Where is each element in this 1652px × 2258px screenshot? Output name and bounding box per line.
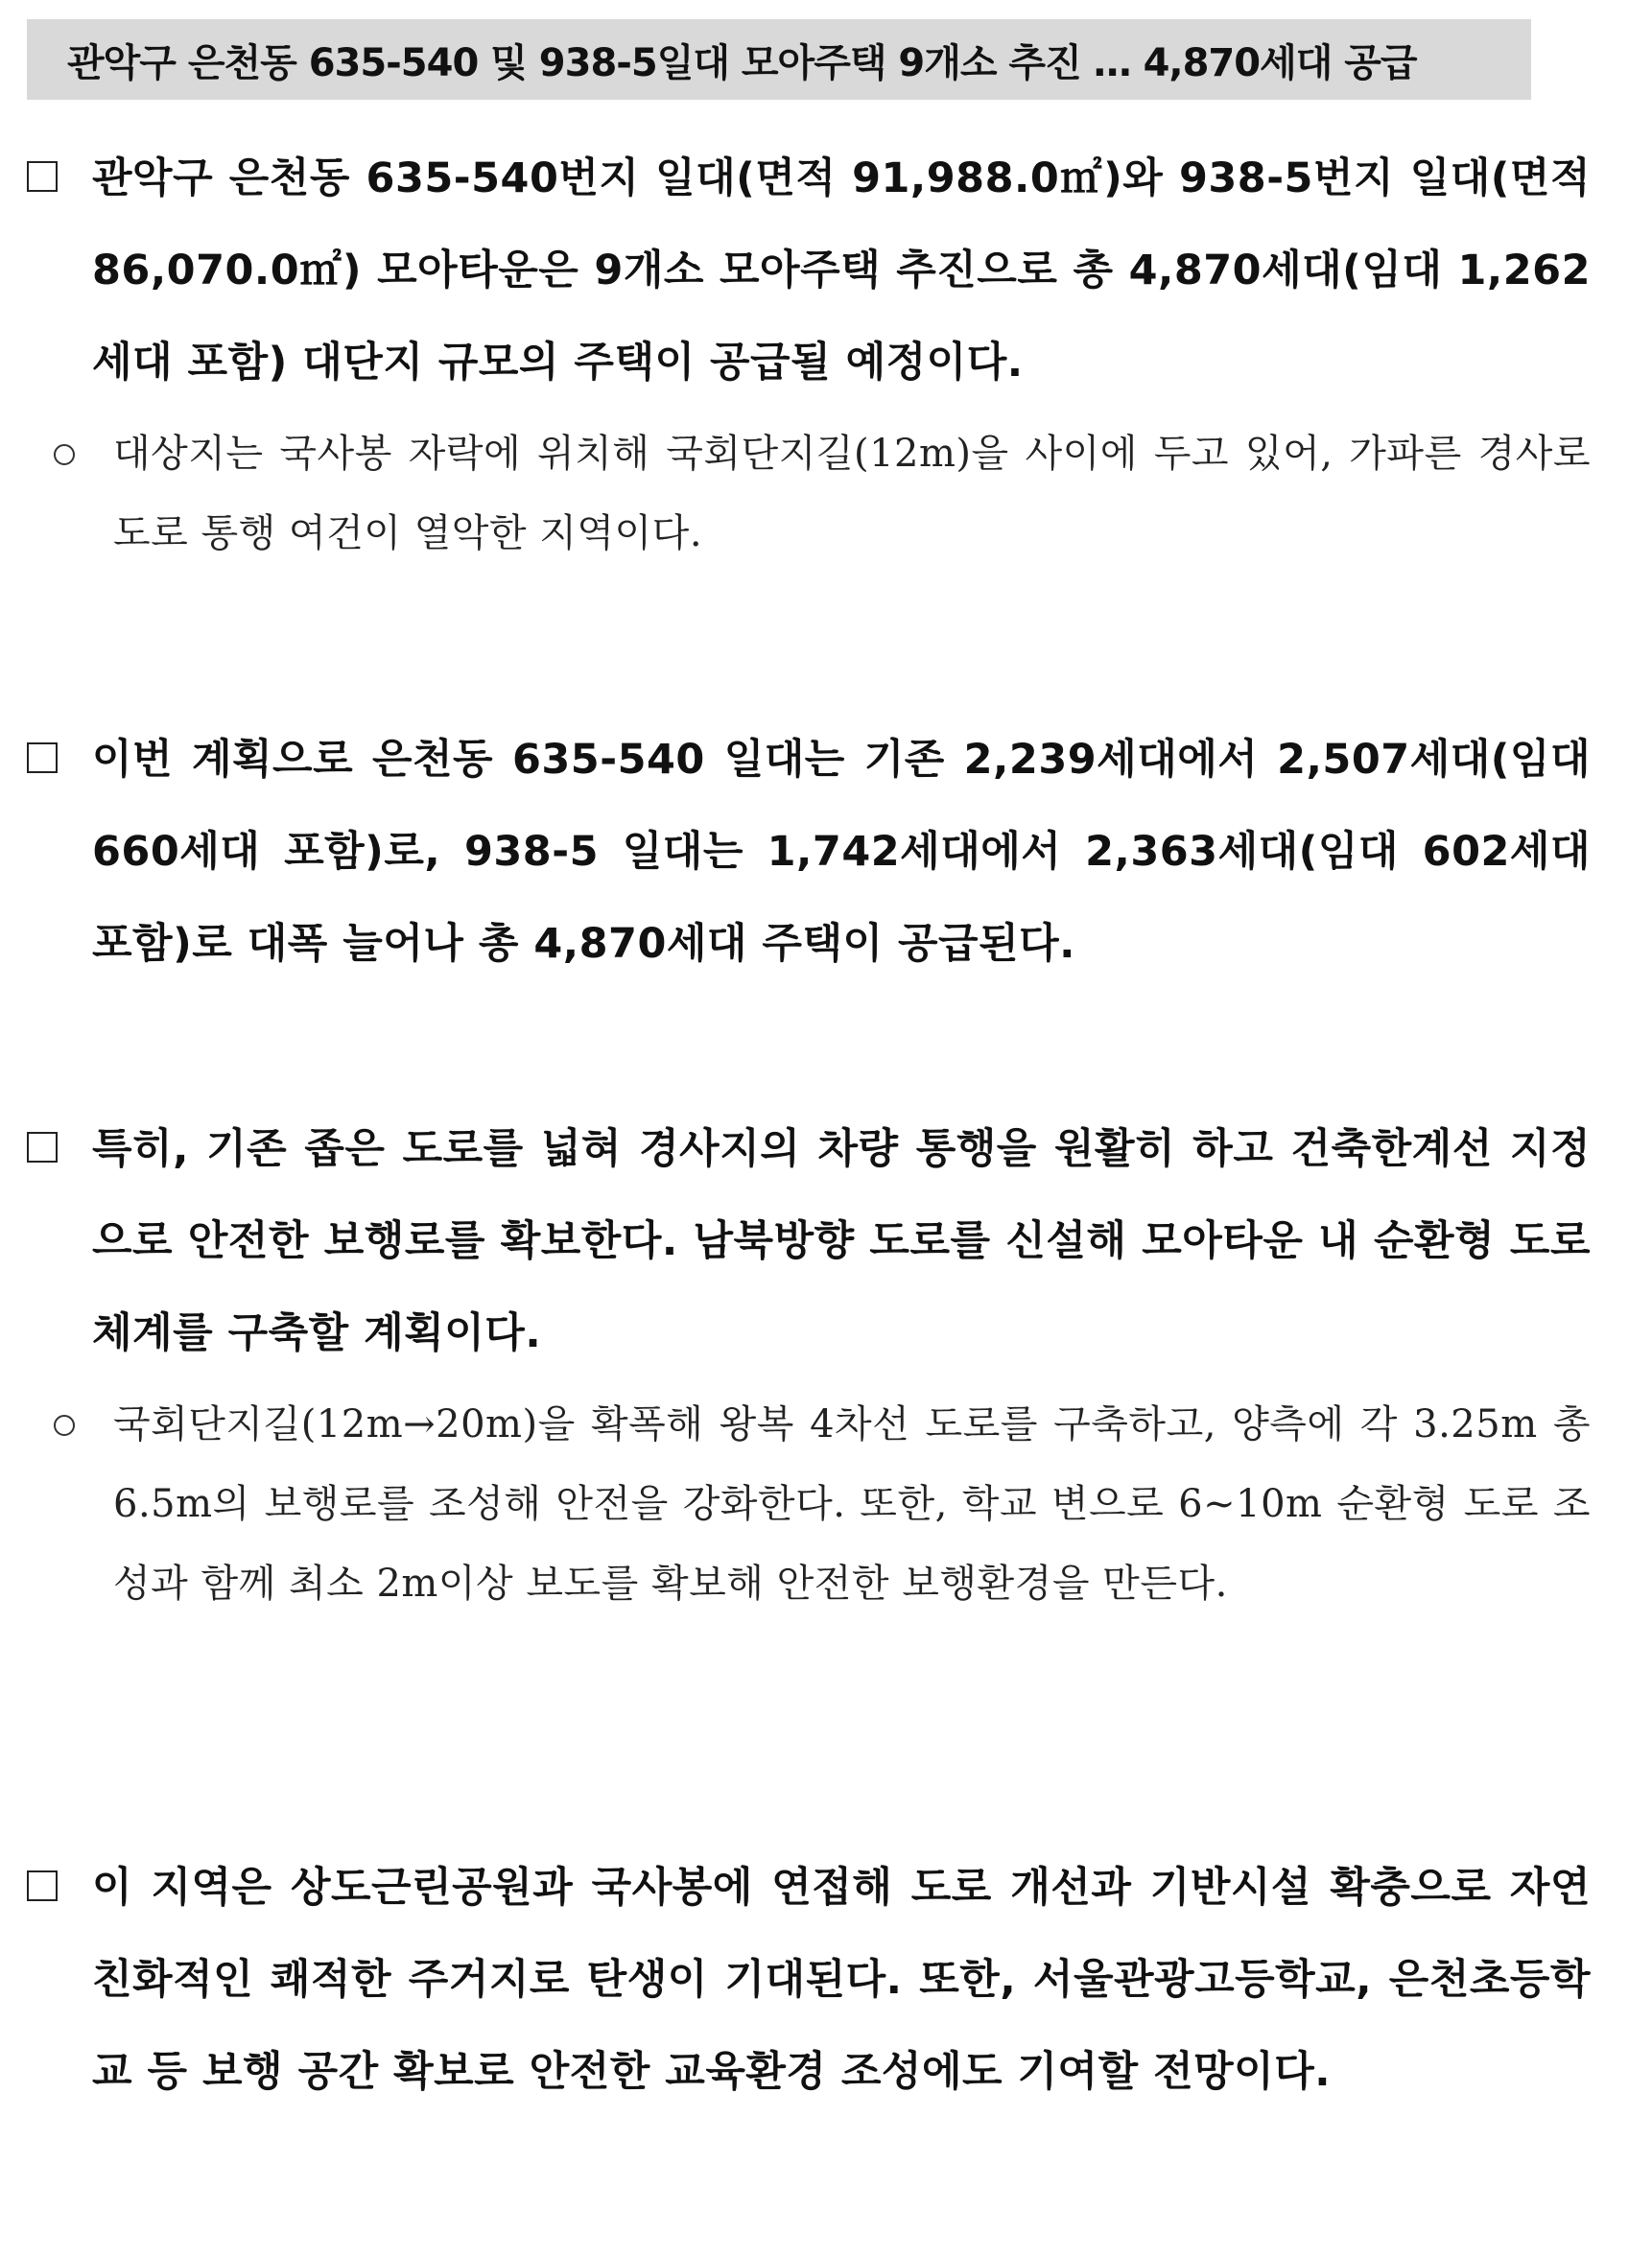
section-3 [27,1103,1591,1624]
section-3-sub-text: 국회단지길(12m→20m)을 확폭해 왕복 4차선 도로를 구축하고, 양측에 각 3.25m 총 6.5m의 보행로를 조성해 안전을 강화한다. 또한, 학교 변으로 6~10m 순환형 도로 조성과 함께 최소 2m이상 보도를 확보해 안전한 보행환경을 만든다. [113,1402,1591,1606]
section-3-sub-paragraph [27,1385,1591,1624]
square-checkbox-icon [27,1132,58,1163]
section-1 [27,132,1591,574]
section-2-paragraph [27,714,1591,990]
section-3-paragraph [27,1103,1591,1379]
section-1-sub-paragraph [27,414,1591,574]
section-1-sub-text: 대상지는 국사봉 자락에 위치해 국회단지길(12m)을 사이에 두고 있어, 가파른 경사로 도로 통행 여건이 열악한 지역이다. [113,432,1591,555]
square-checkbox-icon [27,161,58,192]
section-4-text: 이 지역은 상도근린공원과 국사봉에 연접해 도로 개선과 기반시설 확충으로 자연 친화적인 쾌적한 주거지로 탄생이 기대된다. 또한, 서울관광고등학교, 은천초등학교 등 보행 공간 확보로 안전한 교육환경 조성에도 기여할 전망이다. [92,1864,1591,2096]
section-3-text: 특히, 기존 좁은 도로를 넓혀 경사지의 차량 통행을 원활히 하고 건축한계선 지정으로 안전한 보행로를 확보한다. 남북방향 도로를 신설해 모아타운 내 순환형 도로체계를 구축할 계획이다. [92,1125,1591,1357]
section-4-paragraph [27,1842,1591,2118]
section-2-text: 이번 계획으로 은천동 635-540 일대는 기존 2,239세대에서 2,507세대(임대 660세대 포함)로, 938-5 일대는 1,742세대에서 2,363세대(임대 602세대 포함)로 대폭 늘어나 총 4,870세대 주택이 공급된다. [92,736,1591,968]
hollow-circle-icon [54,1415,75,1436]
section-1-text: 관악구 은천동 635-540번지 일대(면적 91,988.0㎡)와 938-5번지 일대(면적 86,070.0㎡) 모아타운은 9개소 모아주택 추진으로 총 4,870세대(임대 1,262세대 포함) 대단지 규모의 주택이 공급될 예정이다. [92,154,1591,387]
square-checkbox-icon [27,1870,58,1901]
section-4 [27,1842,1591,2118]
document-title-text: 관악구 은천동 635-540 및 938-5일대 모아주택 9개소 추진 … 4,870세대 공급 [67,40,1417,85]
section-1-paragraph [27,132,1591,409]
section-2 [27,714,1591,990]
document-title [27,19,1531,100]
hollow-circle-icon [54,444,75,465]
square-checkbox-icon [27,742,58,773]
